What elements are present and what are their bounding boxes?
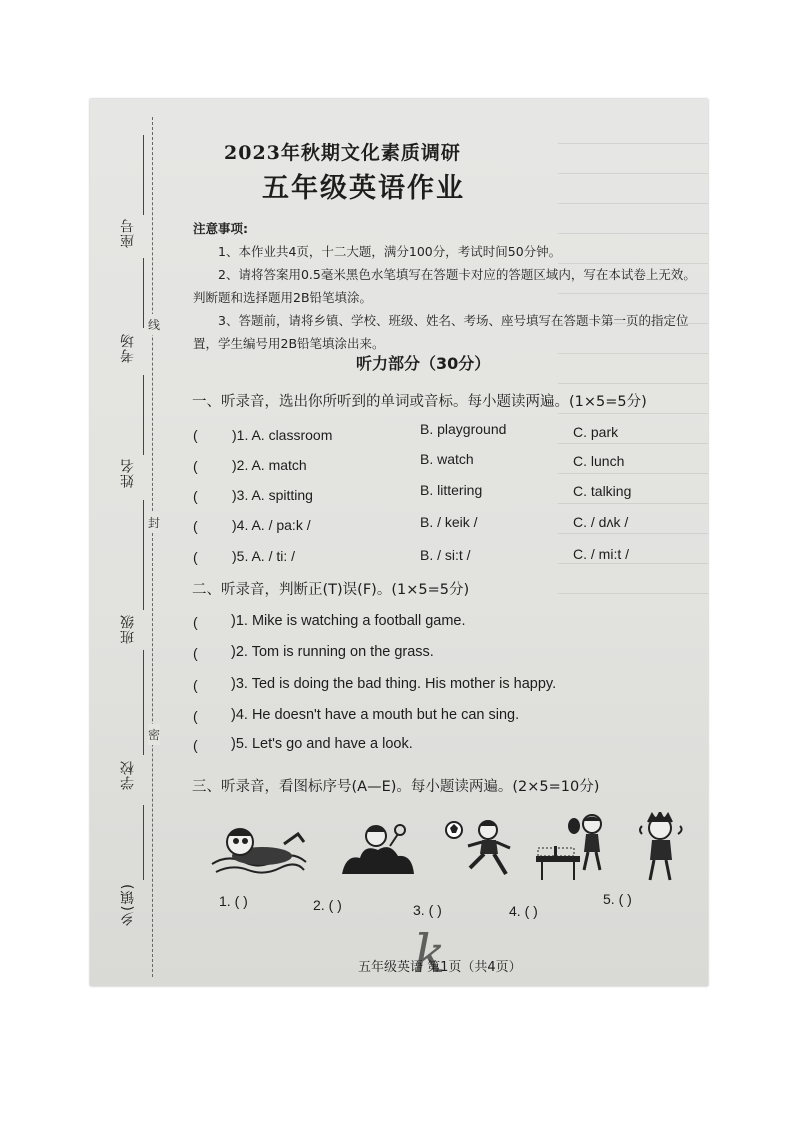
k-stamp: k	[414, 925, 446, 985]
s2-q1: )1. Mike is watching a football game.	[231, 613, 466, 629]
note-3b: 置，学生编号用2B铅笔填涂出来。	[193, 336, 385, 351]
class-line	[143, 500, 144, 610]
town-line	[143, 805, 144, 880]
binding-dashed-line	[152, 117, 153, 977]
answer-bracket[interactable]: (	[193, 518, 198, 534]
s1-q1-option-a: )1. A. classroom	[232, 427, 333, 443]
school-line	[143, 650, 144, 755]
bleed-through-text	[558, 119, 708, 619]
singing-boy-icon	[636, 812, 688, 884]
s2-q4: )4. He doesn't have a mouth but he can sing.	[231, 707, 520, 723]
boy-in-bush-icon	[338, 820, 418, 882]
soccer-boy-icon	[444, 818, 516, 880]
answer-bracket[interactable]: (	[193, 737, 198, 753]
answer-bracket[interactable]: (	[193, 677, 198, 693]
note-2a: 2、请将答案用0.5毫米黑色水笔填写在答题卡对应的答题区域内，写在本试卷上无效。	[218, 267, 696, 282]
s2-q3: )3. Ted is doing the bad thing. His mother is happy.	[231, 676, 557, 692]
name-line	[143, 375, 144, 455]
answer-bracket[interactable]: (	[193, 645, 198, 661]
listening-heading: 听力部分（30分）	[356, 354, 491, 373]
s1-q2-option-b: B. watch	[420, 451, 474, 467]
name-label: 姓名	[120, 458, 136, 488]
section2-title: 二、听录音，判断正(T)误(F)。(1×5=5分)	[192, 582, 470, 598]
note-3a: 3、答题前，请将乡镇、学校、班级、姓名、考场、座号填写在答题卡第一页的指定位	[218, 313, 689, 328]
answer-bracket[interactable]: (	[193, 549, 198, 565]
note-2b: 判断题和选择题用2B铅笔填涂。	[193, 290, 373, 305]
s1-q3-option-b: B. littering	[420, 482, 483, 498]
s2-q5: )5. Let's go and have a look.	[231, 736, 413, 752]
swimming-boy-icon	[208, 816, 308, 876]
answer-bracket[interactable]: (	[193, 488, 198, 504]
s1-q4-option-b: B. / keik /	[420, 514, 478, 530]
section3-title: 三、听录音，看图标序号(A—E)。每小题读两遍。(2×5=10分)	[192, 779, 600, 795]
town-label: 乡(镇)	[120, 883, 136, 926]
answer-bracket[interactable]: (	[193, 708, 198, 724]
s1-q1-option-c: C. park	[573, 424, 619, 440]
section1-title: 一、听录音，选出你所听到的单词或音标。每小题读两遍。(1×5=5分)	[192, 394, 647, 410]
seal-char-line: 线	[148, 314, 160, 335]
s1-q4-option-a: )4. A. / pa:k /	[232, 517, 311, 533]
picture-answer-slot-2[interactable]: 2. ( )	[313, 897, 342, 913]
picture-answer-slot-5[interactable]: 5. ( )	[603, 891, 632, 907]
s1-q5-option-b: B. / si:t /	[420, 547, 471, 563]
picture-answer-slot-1[interactable]: 1. ( )	[219, 893, 248, 909]
picture-answer-slot-4[interactable]: 4. ( )	[509, 903, 538, 919]
school-label: 学校	[120, 760, 136, 790]
s1-q4-option-c: C. / dʌk /	[573, 514, 629, 530]
s1-q3-option-a: )3. A. spitting	[232, 487, 313, 503]
s2-q2: )2. Tom is running on the grass.	[231, 644, 434, 660]
s1-q2-option-a: )2. A. match	[232, 457, 307, 473]
answer-bracket[interactable]: (	[193, 458, 198, 474]
exam-subtitle: 五年级英语作业	[262, 173, 465, 204]
answer-bracket[interactable]: (	[193, 614, 198, 630]
s1-q3-option-c: C. talking	[573, 483, 632, 499]
s1-q2-option-c: C. lunch	[573, 453, 625, 469]
picture-answer-slot-3[interactable]: 3. ( )	[413, 902, 442, 918]
answer-bracket[interactable]: (	[193, 427, 198, 443]
ping-pong-icon	[534, 812, 610, 882]
seat-line	[143, 135, 144, 215]
exam-title: 2023年秋期文化素质调研	[224, 142, 461, 164]
page-footer: 五年级英语 第1页（共4页）	[358, 960, 522, 975]
s1-q5-option-a: )5. A. / ti: /	[232, 548, 296, 564]
exam-room-line	[143, 258, 144, 328]
s1-q5-option-c: C. / mi:t /	[573, 546, 629, 562]
notes-heading: 注意事项:	[193, 221, 248, 236]
seat-label: 座号	[120, 218, 136, 248]
seal-char-seal: 封	[148, 512, 160, 533]
class-label: 班级	[120, 614, 136, 644]
note-1: 1、本作业共4页，十二大题，满分100分，考试时间50分钟。	[218, 244, 562, 259]
exam-room-label: 考场	[120, 333, 136, 363]
s1-q1-option-b: B. playground	[420, 421, 507, 437]
seal-char-secret: 密	[148, 724, 160, 745]
